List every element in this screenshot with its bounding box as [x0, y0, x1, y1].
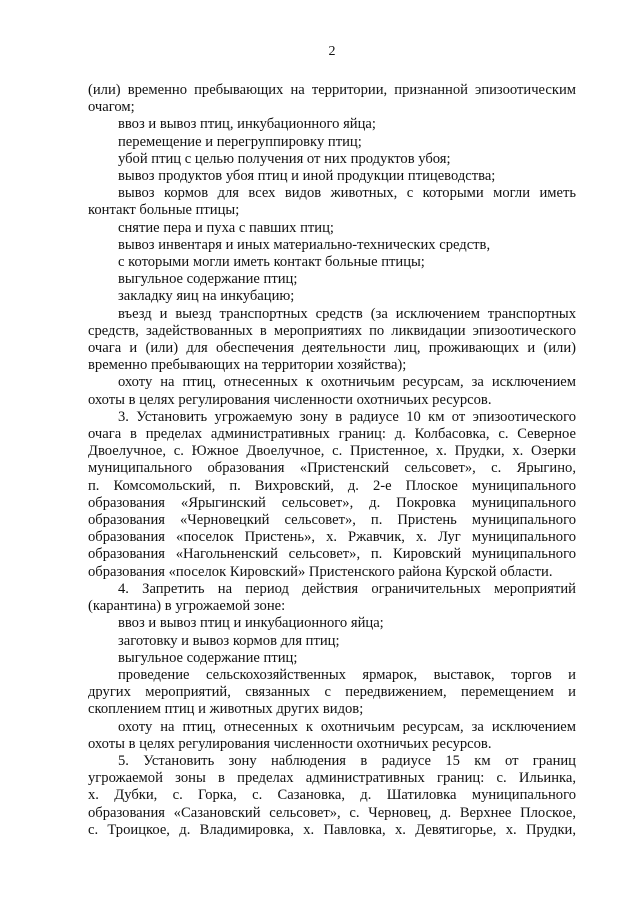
- text-line: охоту на птиц, отнесенных к охотничьим ресурсам, за исключением: [118, 374, 576, 391]
- text-line: охоты в целях регулирования численности охотничьих ресурсов.: [88, 735, 492, 752]
- text-line: временно пребывающих на территории хозяйства);: [88, 357, 407, 374]
- text-line: вывоз инвентаря и иных материально-технических средств,: [118, 236, 491, 253]
- text-line: выгульное содержание птиц;: [118, 649, 298, 666]
- text-line: образования «Сазановский сельсовет», с. Черновец, д. Верхнее Плоское,: [88, 804, 576, 821]
- text-line: скоплением птиц и животных других видов;: [88, 701, 364, 718]
- text-line: ввоз и вывоз птиц, инкубационного яйца;: [118, 116, 376, 133]
- text-line: вывоз кормов для всех видов животных, с которыми могли иметь: [118, 185, 576, 202]
- text-line: очага в пределах административных границ: д. Колбасовка, с. Северное: [88, 426, 576, 443]
- text-line: муниципального образования «Пристенский сельсовет», с. Ярыгино,: [88, 460, 576, 477]
- text-line: въезд и выезд транспортных средств (за исключением транспортных: [118, 305, 576, 322]
- text-line: вывоз продуктов убоя птиц и иной продукции птицеводства;: [118, 168, 496, 185]
- text-line: очагом;: [88, 99, 135, 116]
- text-line: Двоелучное, с. Южное Двоелучное, с. Пристенное, х. Прудки, х. Озерки: [88, 443, 576, 460]
- text-line: перемещение и перегруппировку птиц;: [118, 133, 362, 150]
- text-line: ввоз и вывоз птиц и инкубационного яйца;: [118, 615, 384, 632]
- text-line: контакт больные птицы;: [88, 202, 240, 219]
- page-number: 2: [328, 44, 336, 59]
- text-line: с которыми могли иметь контакт больные птицы;: [118, 254, 425, 271]
- text-line: заготовку и вывоз кормов для птиц;: [118, 632, 340, 649]
- text-line: (или) временно пребывающих на территории, признанной эпизоотическим: [88, 82, 576, 98]
- document-body: [88, 82, 576, 839]
- text-line: (карантина) в угрожаемой зоне:: [88, 598, 286, 615]
- text-line: с. Троицкое, д. Владимировка, х. Павловка, х. Девятигорье, х. Прудки,: [88, 821, 576, 838]
- text-line: образования «поселок Пристень», х. Ржавчик, х. Луг муниципального: [88, 529, 576, 546]
- text-line: х. Дубки, с. Горка, с. Сазановка, д. Шатиловка муниципального: [88, 787, 576, 804]
- text-line: охоты в целях регулирования численности охотничьих ресурсов.: [88, 391, 492, 408]
- text-line: очага и (или) для обеспечения деятельности лиц, проживающих и (или): [88, 340, 576, 357]
- text-line: образования «Ярыгинский сельсовет», д. Покровка муниципального: [88, 494, 576, 511]
- text-line: снятие пера и пуха с павших птиц;: [118, 219, 334, 236]
- text-line: 4. Запретить на период действия ограничительных мероприятий: [118, 580, 576, 597]
- text-line: 3. Установить угрожаемую зону в радиусе 10 км от эпизоотического: [118, 408, 576, 425]
- text-line: угрожаемой зоны в пределах административных границ: с. Ильинка,: [88, 770, 576, 787]
- text-line: проведение сельскохозяйственных ярмарок, выставок, торгов и: [118, 666, 576, 683]
- text-line: охоту на птиц, отнесенных к охотничьим ресурсам, за исключением: [118, 718, 576, 735]
- text-line: п. Комсомольский, п. Вихровский, д. 2-е Плоское муниципального: [88, 477, 576, 494]
- text-line: образования «поселок Кировский» Пристенского района Курской области.: [88, 563, 553, 580]
- text-line: других мероприятий, связанных с передвижением, перемещением и: [88, 684, 576, 701]
- text-line: образования «Нагольненский сельсовет», п. Кировский муниципального: [88, 546, 576, 563]
- text-line: убой птиц с целью получения от них продуктов убоя;: [118, 150, 451, 167]
- text-line: выгульное содержание птиц;: [118, 271, 298, 288]
- text-line: 5. Установить зону наблюдения в радиусе 15 км от границ: [118, 752, 576, 769]
- text-line: закладку яиц на инкубацию;: [118, 288, 295, 305]
- text-line: образования «Черновецкий сельсовет», п. Пристень муниципального: [88, 512, 576, 529]
- text-line: средств, задействованных в мероприятиях по ликвидации эпизоотического: [88, 322, 576, 339]
